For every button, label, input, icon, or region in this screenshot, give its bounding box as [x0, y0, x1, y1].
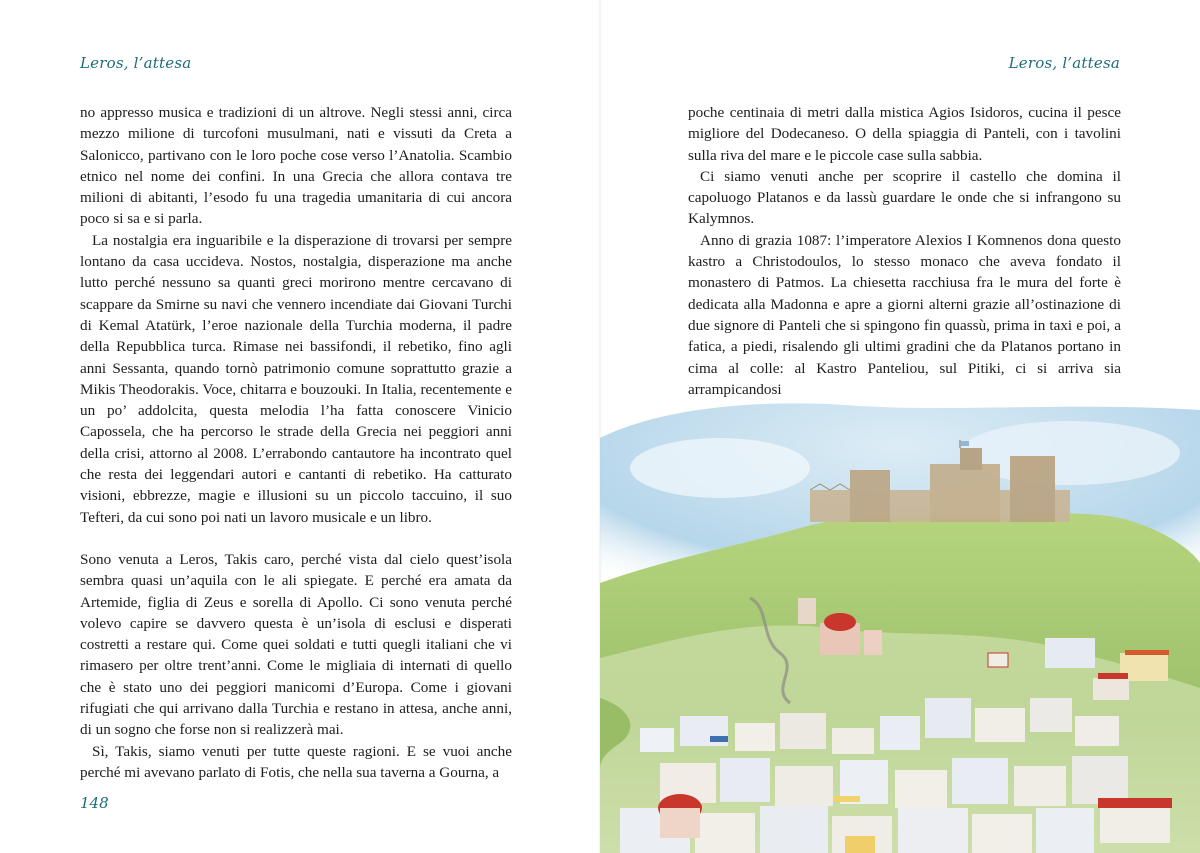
running-head-left: Leros, l’attesa — [80, 54, 192, 72]
paragraph: Ci siamo venuti anche per scoprire il castello che domina il capoluogo Platanos e da lassù guardare le onde che si infrangono su Kalymnos. — [688, 167, 1121, 228]
paragraph: poche centinaia di metri dalla mistica Agios Isidoros, cucina il pesce migliore del Dodecaneso. O della spiaggia di Panteli, con i tavolini sulla riva del mare e le piccole case sulla sabbia. — [688, 104, 1121, 164]
left-page-body — [80, 102, 512, 783]
paragraph: Sono venuta a Leros, Takis caro, perché vista dal cielo quest’isola sembra quasi un’aquila con le ali spiegate. E perché era amata da Artemide, figlia di Zeus e sorella di Apollo. Ci sono venuta perché volevo capire se davvero questa è un’isola di esclusi e disperati costretti a restare qui. Come quei soldati e tutti quegli italiani che vi rimasero per oltre trent’anni. Come le migliaia di internati di quello che è stato uno dei peggiori manicomi d’Europa. Come i giovani rifugiati che qui arrivano dalla Turchia e restano in attesa, anche anni, di un sogno che forse non si realizzerà mai. — [80, 550, 512, 739]
cloud-wash — [630, 438, 810, 498]
watercolor-castle-hill-village-illustration — [600, 398, 1200, 853]
paragraph: Sì, Takis, siamo venuti per tutte queste ragioni. E se vuoi anche perché mi avevano parlato di Fotis, che nella sua taverna a Gourna, a — [80, 742, 512, 781]
right-page-body — [688, 102, 1121, 400]
illustration-svg — [600, 398, 1200, 853]
paragraph: no appresso musica e tradizioni di un altrove. Negli stessi anni, circa mezzo milione di turcofoni musulmani, nati e vissuti da Creta a Salonicco, partivano con le loro poche cose verso l’Anatolia. Scambio etnico nel nome dei confini. In una Grecia che allora contava tre milioni di abitanti, l’esodo fu una tragedia umanitaria di cui ancora poco si sa e si parla. — [80, 104, 512, 228]
chapel — [798, 598, 816, 624]
paragraph: Anno di grazia 1087: l’imperatore Alexios I Komnenos dona questo kastro a Christodoulos, lo stesso monaco che aveva fondato il monastero di Patmos. La chiesetta racchiusa fra le mura del forte è dedicata alla Madonna e apre a giorni alterni grazie all’ostinazione di due signore di Panteli che si spingono fin quassù, prima in taxi e poi, a fatica, a piedi, risalendo gli ultimi gradini che da Platanos portano in cima al colle: al Kastro Panteliou, sul Pitiki, ci si arriva sia arrampicandosi — [688, 231, 1121, 398]
paragraph: La nostalgia era inguaribile e la disperazione di trovarsi per sempre lontano da casa uccideva. Nostos, nostalgia, disperazione ma anche lutto perché nessuno sa quanti greci morirono mentre cercavano di scappare da Smirne su navi che vennero incendiate dai Giovani Turchi di Kemal Atatürk, l’eroe nazionale della Turchia moderna, il padre della Repubblica turca. Rimase nei bassifondi, il rebetiko, fino agli anni Sessanta, quando tornò patrimonio comune soprattutto grazie a Mikis Theodorakis. Voce, chitarra e bouzouki. In Italia, recentemente e un po’ addolcita, questa melodia l’ha fatta conoscere Vinicio Capossela, che ha percorso le strade della Grecia nei peggiori anni della crisi, attorno al 2008. L’errabondo cantautore ha incontrato quel che resta dei leggendari autori e cantanti di rebetiko. Ha catturato visioni, ebbrezze, magie e illusioni su un piccolo taccuino, il suo Tefteri, da cui sono poi nati un lavoro musicale e un libro. — [80, 231, 512, 526]
page-number: 148 — [80, 794, 109, 812]
running-head-right: Leros, l’attesa — [1008, 54, 1120, 72]
